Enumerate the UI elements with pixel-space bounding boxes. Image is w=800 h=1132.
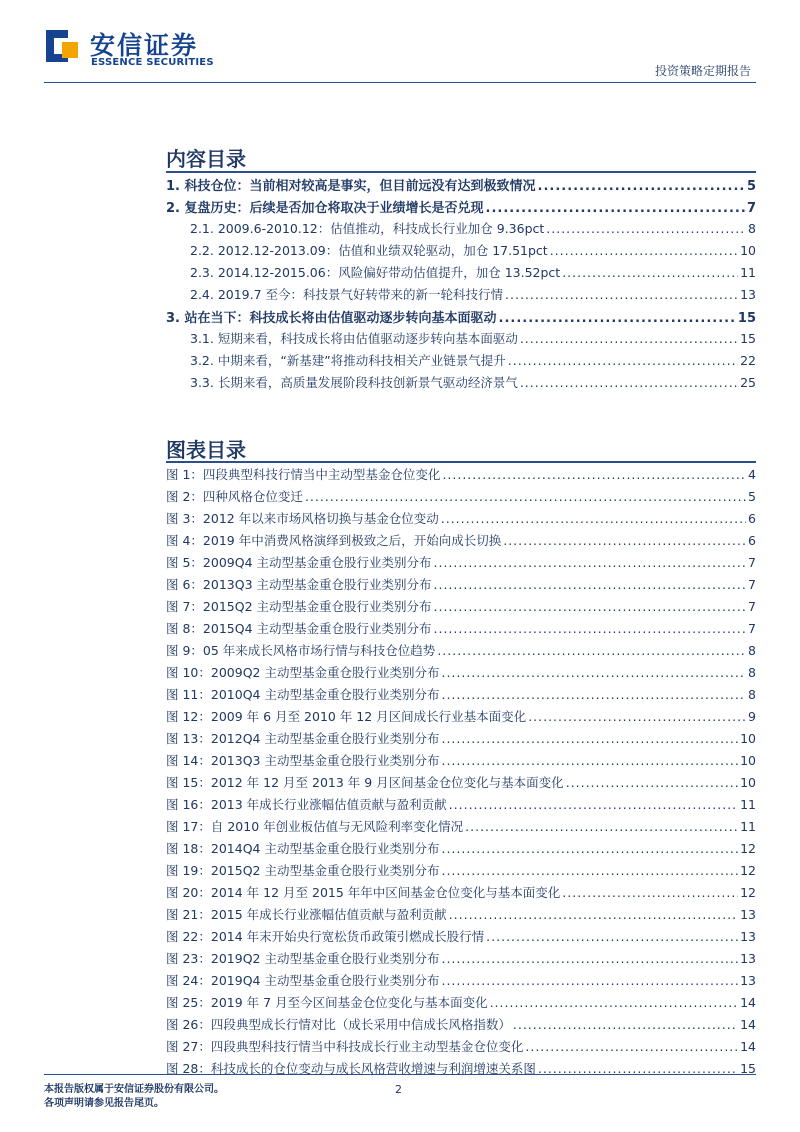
figure-entry-page: 9 [748,709,756,724]
page-number: 2 [395,1083,402,1096]
figure-entry-label: 图 27：四段典型科技行情当中科技成长行业主动型基金仓位变化 [166,1039,524,1054]
dot-leader [441,951,738,966]
figure-entry-page: 8 [748,687,756,702]
logo-chinese-name: 安信证券 [90,31,199,60]
dot-leader [513,1017,738,1032]
figure-entry[interactable] [0,817,756,837]
figure-entry-label: 图 19：2015Q2 主动型基金重仓股行业类别分布 [166,863,440,878]
figure-entry[interactable] [0,861,756,881]
figure-entry[interactable] [0,597,756,617]
figure-entry-page: 10 [740,775,756,790]
figure-entry[interactable] [0,949,756,969]
dot-leader [441,687,746,702]
dot-leader [562,265,738,280]
toc-entry-page: 15 [737,311,756,326]
figure-entry[interactable] [0,1037,756,1057]
figure-entry-label: 图 5：2009Q4 主动型基金重仓股行业类别分布 [166,555,432,570]
figure-entry-label: 图 10：2009Q2 主动型基金重仓股行业类别分布 [166,665,440,680]
footer-divider [44,1074,756,1075]
report-type-label: 投资策略定期报告 [654,64,751,78]
figure-entry[interactable] [0,751,756,771]
toc-entry-label: 3.3. 长期来看，高质量发展阶段科技创新景气驱动经济景气 [190,375,518,390]
toc-entry-label: 3.2. 中期来看，“新基建”将推动科技相关产业链景气提升 [190,353,506,368]
dot-leader [520,375,738,390]
figure-entry[interactable] [0,883,756,903]
figure-entry-page: 6 [748,533,756,548]
toc-entry-page: 10 [740,243,756,258]
figure-entry-label: 图 14：2013Q3 主动型基金重仓股行业类别分布 [166,753,440,768]
toc-entry-page: 13 [740,287,756,302]
figure-entry-page: 13 [740,907,756,922]
figure-entry[interactable] [0,663,756,683]
dot-leader [441,665,746,680]
figure-entry-page: 7 [748,577,756,592]
figure-entry-label: 图 28：科技成长的仓位变动与成长风格营收增速与利润增速关系图 [166,1061,536,1076]
figure-entry[interactable] [0,839,756,859]
toc-entry-label: 2.2. 2012.12-2013.09：估值和业绩双轮驱动，加仓 17.51pct [190,243,548,258]
figure-entry-page: 6 [748,511,756,526]
dot-leader [465,819,738,834]
dot-leader [434,555,747,570]
dot-leader [441,731,738,746]
dot-leader [525,1039,738,1054]
figure-entry-page: 10 [740,753,756,768]
dot-leader [505,287,738,302]
toc-entry-label: 2.3. 2014.12-2015.06：风险偏好带动估值提升，加仓 13.52pct [190,265,561,280]
figures-title-rule [166,461,756,463]
toc-entry[interactable] [0,197,756,217]
figure-entry-page: 12 [740,885,756,900]
copyright-notice: 本报告版权属于安信证券股份有限公司。 [44,1084,224,1095]
figure-entry-label: 图 25：2019 年 7 月至今区间基金仓位变化与基本面变化 [166,995,488,1010]
figure-entry-page: 13 [740,973,756,988]
toc-entry-page: 11 [740,265,756,280]
dot-leader [520,331,738,346]
figure-entry[interactable] [0,509,756,529]
figure-entry[interactable] [0,553,756,573]
figure-entry-page: 4 [748,467,756,482]
figure-entry[interactable] [0,465,756,485]
dot-leader [538,179,745,194]
toc-entry[interactable] [0,285,756,305]
figure-entry-label: 图 2：四种风格仓位变迁 [166,489,303,504]
toc-entry-page: 25 [740,375,756,390]
dot-leader [550,243,738,258]
essence-logo-icon [44,28,80,64]
dot-leader [437,643,746,658]
contents-title-rule [166,171,756,173]
dot-leader [441,511,746,526]
figure-entry-label: 图 15：2012 年 12 月至 2013 年 9 月区间基金仓位变化与基本面变化 [166,775,564,790]
figure-entry-label: 图 6：2013Q3 主动型基金重仓股行业类别分布 [166,577,432,592]
figure-entry-label: 图 22：2014 年末开始央行宽松货币政策引燃成长股行情 [166,929,485,944]
figure-entry[interactable] [0,971,756,991]
dot-leader [449,907,738,922]
toc-entry[interactable] [0,329,756,349]
figure-entry-page: 7 [748,621,756,636]
header-divider [44,82,756,83]
toc-entry-label: 1. 科技仓位：当前相对较高是事实，但目前远没有达到极致情况 [166,179,536,194]
figure-entry[interactable] [0,927,756,947]
toc-entry[interactable] [0,241,756,261]
figure-entry[interactable] [0,773,756,793]
dot-leader [508,353,738,368]
figure-entry[interactable] [0,707,756,727]
toc-entry-page: 7 [746,201,756,216]
figure-entry[interactable] [0,905,756,925]
figure-entry-label: 图 26：四段典型成长行情对比（成长采用中信成长风格指数） [166,1017,511,1032]
toc-entry-label: 3.1. 短期来看，科技成长将由估值驱动逐步转向基本面驱动 [190,331,518,346]
figure-entry[interactable] [0,729,756,749]
figure-entry-page: 7 [748,599,756,614]
dot-leader [562,885,738,900]
figure-entry-label: 图 7：2015Q2 主动型基金重仓股行业类别分布 [166,599,432,614]
figure-entry[interactable] [0,619,756,639]
logo-english-name: ESSENCE SECURITIES [91,57,214,68]
figure-entry[interactable] [0,993,756,1013]
figure-entry-page: 11 [740,819,756,834]
figure-entry-page: 13 [740,929,756,944]
figure-entry-label: 图 16：2013 年成长行业涨幅估值贡献与盈利贡献 [166,797,447,812]
toc-entry-page: 5 [746,179,756,194]
dot-leader [441,863,738,878]
figure-entry[interactable] [0,685,756,705]
figure-entry-page: 7 [748,555,756,570]
dot-leader [546,221,746,236]
dot-leader [442,467,746,482]
figure-entry-page: 13 [740,951,756,966]
figure-entry-label: 图 12：2009 年 6 月至 2010 年 12 月区间成长行业基本面变化 [166,709,527,724]
figure-entry-label: 图 18：2014Q4 主动型基金重仓股行业类别分布 [166,841,440,856]
figure-entry-page: 8 [748,643,756,658]
toc-entry-page: 22 [740,353,756,368]
dot-leader [486,929,738,944]
figure-entry-label: 图 21：2015 年成长行业涨幅估值贡献与盈利贡献 [166,907,447,922]
toc-entry[interactable] [0,263,756,283]
disclaimer-notice: 各项声明请参见报告尾页。 [44,1098,164,1109]
figure-entry-page: 15 [740,1061,756,1076]
toc-entry-label: 2.4. 2019.7 至今：科技景气好转带来的新一轮科技行情 [190,287,504,302]
dot-leader [441,973,738,988]
figure-entry-page: 12 [740,863,756,878]
figure-entry[interactable] [0,487,756,507]
dot-leader [486,201,745,216]
toc-entry-label: 2. 复盘历史：后续是否加仓将取决于业绩增长是否兑现 [166,201,484,216]
figure-entry-label: 图 23：2019Q2 主动型基金重仓股行业类别分布 [166,951,440,966]
toc-entry[interactable] [0,307,756,327]
figure-entry-page: 12 [740,841,756,856]
figure-entry-label: 图 9：05 年来成长风格市场行情与科技仓位趋势 [166,643,436,658]
figure-entry-page: 14 [740,1039,756,1054]
dot-leader [490,995,739,1010]
figure-entry-page: 8 [748,665,756,680]
toc-entry[interactable] [0,373,756,393]
figure-entry-label: 图 1：四段典型科技行情当中主动型基金仓位变化 [166,467,441,482]
figure-entry-label: 图 11：2010Q4 主动型基金重仓股行业类别分布 [166,687,440,702]
contents-title: 内容目录 [166,147,246,171]
toc-entry-page: 15 [740,331,756,346]
toc-entry[interactable] [0,351,756,371]
dot-leader [434,599,747,614]
figure-entry[interactable] [0,795,756,815]
figure-entry[interactable] [0,1015,756,1035]
figure-entry-page: 10 [740,731,756,746]
toc-entry-label: 2.1. 2009.6-2010.12：估值推动，科技成长行业加仓 9.36pct [190,221,545,236]
dot-leader [566,775,738,790]
dot-leader [434,621,747,636]
figure-entry-page: 5 [748,489,756,504]
figure-entry-page: 14 [740,995,756,1010]
figure-entry-label: 图 8：2015Q4 主动型基金重仓股行业类别分布 [166,621,432,636]
figure-entry-page: 11 [740,797,756,812]
figure-entry[interactable] [0,531,756,551]
figure-entry-page: 14 [740,1017,756,1032]
figure-entry-label: 图 4：2019 年中消费风格演绎到极致之后，开始向成长切换 [166,533,502,548]
figure-entry-label: 图 20：2014 年 12 月至 2015 年年中区间基金仓位变化与基本面变化 [166,885,561,900]
dot-leader [528,709,746,724]
toc-entry[interactable] [0,219,756,239]
figure-entry[interactable] [0,641,756,661]
dot-leader [503,533,746,548]
figure-entry-label: 图 13：2012Q4 主动型基金重仓股行业类别分布 [166,731,440,746]
toc-entry[interactable] [0,175,756,195]
dot-leader [441,753,738,768]
dot-leader [441,841,738,856]
toc-entry-page: 8 [748,221,756,236]
figure-entry-label: 图 24：2019Q4 主动型基金重仓股行业类别分布 [166,973,440,988]
toc-entry-label: 3. 站在当下：科技成长将由估值驱动逐步转向基本面驱动 [166,311,497,326]
dot-leader [499,311,736,326]
dot-leader [449,797,738,812]
figure-entry-label: 图 3：2012 年以来市场风格切换与基金仓位变动 [166,511,439,526]
dot-leader [305,489,746,504]
figures-title: 图表目录 [166,438,246,462]
figure-entry[interactable] [0,1059,756,1079]
dot-leader [434,577,747,592]
figure-entry[interactable] [0,575,756,595]
figure-entry-label: 图 17：自 2010 年创业板估值与无风险利率变化情况 [166,819,464,834]
